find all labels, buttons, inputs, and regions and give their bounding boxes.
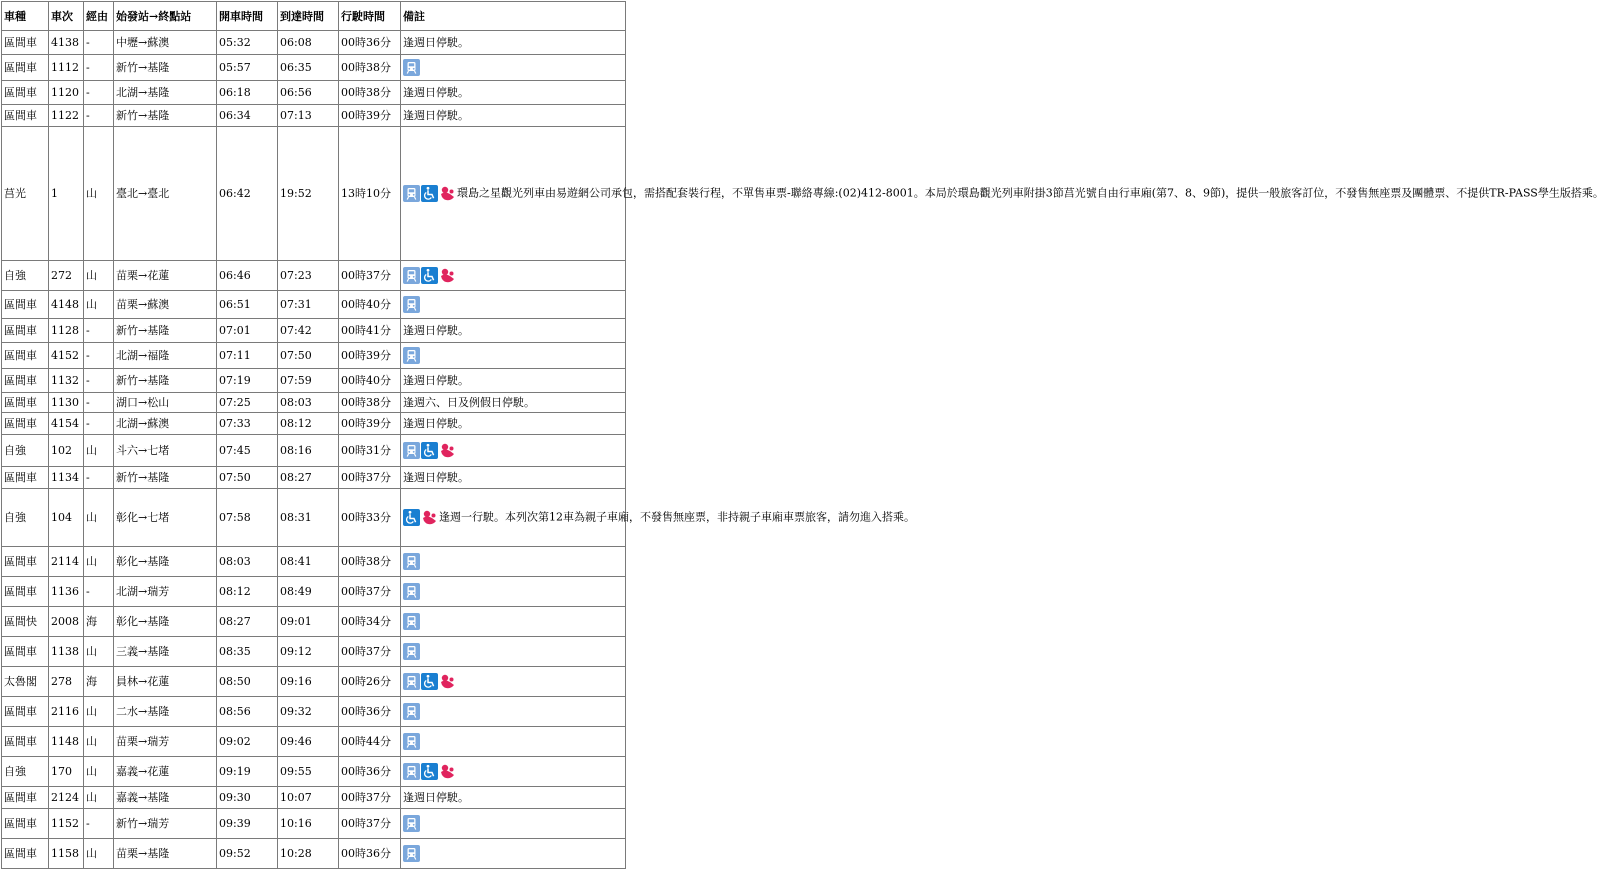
cell-duration: 00時40分: [339, 291, 401, 319]
header-route[interactable]: 始發站→終點站: [114, 2, 217, 31]
cell-route: 嘉義→基隆: [114, 787, 217, 809]
cell-note: [401, 809, 626, 839]
cell-route: 員林→花蓮: [114, 667, 217, 697]
cell-number: 1130: [49, 393, 84, 413]
cell-route: 北湖→福隆: [114, 343, 217, 369]
nursing-icon: [421, 509, 438, 526]
cell-type: 區間車: [2, 577, 49, 607]
cell-arrive: 07:13: [278, 105, 339, 127]
cell-type: 自強: [2, 757, 49, 787]
cell-depart: 06:34: [217, 105, 278, 127]
cell-arrive: 08:41: [278, 547, 339, 577]
cell-depart: 07:45: [217, 435, 278, 467]
train-icon: [403, 583, 420, 600]
cell-arrive: 09:55: [278, 757, 339, 787]
cell-route: 湖口→松山: [114, 393, 217, 413]
cell-line: 山: [84, 787, 114, 809]
cell-route: 新竹→基隆: [114, 467, 217, 489]
table-row[interactable]: [2, 787, 626, 809]
cell-type: 區間車: [2, 291, 49, 319]
cell-route: 苗栗→花蓮: [114, 261, 217, 291]
cell-note: [401, 547, 626, 577]
cell-note: [401, 127, 1604, 261]
cell-line: 山: [84, 127, 114, 261]
wheelchair-icon: [421, 185, 438, 202]
cell-depart: 09:19: [217, 757, 278, 787]
cell-line: 山: [84, 261, 114, 291]
note-text: 逢週日停駛。: [403, 109, 469, 122]
cell-note: [401, 839, 626, 869]
table-row[interactable]: [2, 343, 626, 369]
cell-line: 山: [84, 435, 114, 467]
train-icon: [403, 442, 420, 459]
cell-number: 2124: [49, 787, 84, 809]
cell-number: 1128: [49, 319, 84, 343]
note-text: 逢週日停駛。: [403, 374, 469, 387]
cell-depart: 06:46: [217, 261, 278, 291]
note-text: 逢週六、日及例假日停駛。: [403, 396, 535, 409]
cell-depart: 08:56: [217, 697, 278, 727]
cell-note: [401, 343, 626, 369]
table-row[interactable]: [2, 727, 626, 757]
table-row[interactable]: [2, 637, 626, 667]
cell-note: [401, 369, 626, 393]
cell-number: 102: [49, 435, 84, 467]
nursing-icon: [439, 673, 456, 690]
cell-type: 區間車: [2, 787, 49, 809]
table-row[interactable]: [2, 413, 626, 435]
nursing-icon: [439, 185, 456, 202]
cell-note: [401, 105, 626, 127]
table-row[interactable]: [2, 319, 626, 343]
cell-depart: 06:42: [217, 127, 278, 261]
cell-depart: 06:18: [217, 81, 278, 105]
cell-duration: 00時36分: [339, 31, 401, 55]
cell-note: [401, 81, 626, 105]
note-text: 逢週日停駛。: [403, 417, 469, 430]
table-row[interactable]: [2, 667, 626, 697]
cell-duration: 00時41分: [339, 319, 401, 343]
cell-duration: 00時37分: [339, 637, 401, 667]
cell-type: 區間車: [2, 637, 49, 667]
train-icon: [403, 733, 420, 750]
table-row[interactable]: [2, 435, 626, 467]
nursing-icon: [439, 442, 456, 459]
cell-arrive: 06:08: [278, 31, 339, 55]
cell-line: -: [84, 369, 114, 393]
cell-type: 區間車: [2, 413, 49, 435]
train-icon: [403, 763, 420, 780]
cell-arrive: 10:16: [278, 809, 339, 839]
cell-duration: 00時38分: [339, 81, 401, 105]
cell-route: 北湖→基隆: [114, 81, 217, 105]
header-note: 備註: [401, 2, 626, 31]
cell-line: 山: [84, 489, 114, 547]
cell-number: 1158: [49, 839, 84, 869]
cell-duration: 00時37分: [339, 577, 401, 607]
cell-duration: 00時34分: [339, 607, 401, 637]
cell-arrive: 07:31: [278, 291, 339, 319]
table-row[interactable]: [2, 31, 626, 55]
cell-depart: 07:50: [217, 467, 278, 489]
train-icon: [403, 347, 420, 364]
table-row[interactable]: [2, 369, 626, 393]
wheelchair-icon: [421, 442, 438, 459]
train-icon: [403, 59, 420, 76]
table-row[interactable]: [2, 393, 626, 413]
table-row[interactable]: [2, 81, 626, 105]
cell-type: 自強: [2, 261, 49, 291]
cell-number: 1136: [49, 577, 84, 607]
cell-line: -: [84, 31, 114, 55]
cell-note: [401, 393, 626, 413]
cell-line: 山: [84, 697, 114, 727]
cell-depart: 07:11: [217, 343, 278, 369]
cell-type: 區間車: [2, 105, 49, 127]
cell-depart: 07:58: [217, 489, 278, 547]
cell-arrive: 09:01: [278, 607, 339, 637]
cell-line: -: [84, 577, 114, 607]
cell-route: 苗栗→基隆: [114, 839, 217, 869]
cell-note: [401, 577, 626, 607]
cell-duration: 00時39分: [339, 105, 401, 127]
cell-route: 中壢→蘇澳: [114, 31, 217, 55]
table-row[interactable]: [2, 105, 626, 127]
cell-number: 278: [49, 667, 84, 697]
cell-depart: 06:51: [217, 291, 278, 319]
table-row[interactable]: [2, 757, 626, 787]
header-line[interactable]: 經由: [84, 2, 114, 31]
cell-note: [401, 261, 626, 291]
cell-line: 海: [84, 607, 114, 637]
cell-duration: 00時31分: [339, 435, 401, 467]
cell-depart: 08:50: [217, 667, 278, 697]
cell-duration: 00時36分: [339, 757, 401, 787]
cell-number: 1138: [49, 637, 84, 667]
cell-note: [401, 55, 626, 81]
cell-arrive: 08:12: [278, 413, 339, 435]
cell-duration: 00時37分: [339, 787, 401, 809]
cell-type: 區間快: [2, 607, 49, 637]
note-text: 逢週日停駛。: [403, 86, 469, 99]
cell-type: 區間車: [2, 343, 49, 369]
table-row[interactable]: [2, 607, 626, 637]
cell-note: [401, 757, 626, 787]
cell-arrive: 07:23: [278, 261, 339, 291]
note-text: 逢週日停駛。: [403, 791, 469, 804]
cell-arrive: 07:50: [278, 343, 339, 369]
cell-route: 嘉義→花蓮: [114, 757, 217, 787]
train-icon: [403, 553, 420, 570]
cell-note: [401, 467, 626, 489]
cell-arrive: 19:52: [278, 127, 339, 261]
cell-duration: 00時37分: [339, 467, 401, 489]
cell-duration: 00時26分: [339, 667, 401, 697]
wheelchair-icon: [403, 509, 420, 526]
cell-type: 區間車: [2, 55, 49, 81]
cell-duration: 00時36分: [339, 839, 401, 869]
cell-type: 區間車: [2, 319, 49, 343]
cell-line: 山: [84, 547, 114, 577]
cell-type: 區間車: [2, 809, 49, 839]
train-icon: [403, 185, 420, 202]
cell-line: -: [84, 55, 114, 81]
cell-line: -: [84, 413, 114, 435]
train-icon: [403, 267, 420, 284]
cell-number: 1134: [49, 467, 84, 489]
cell-route: 二水→基隆: [114, 697, 217, 727]
cell-depart: 07:33: [217, 413, 278, 435]
cell-type: 區間車: [2, 547, 49, 577]
cell-duration: 00時38分: [339, 55, 401, 81]
cell-route: 北湖→蘇澳: [114, 413, 217, 435]
cell-type: 區間車: [2, 393, 49, 413]
cell-number: 1112: [49, 55, 84, 81]
cell-arrive: 07:59: [278, 369, 339, 393]
cell-number: 4148: [49, 291, 84, 319]
cell-depart: 07:25: [217, 393, 278, 413]
cell-number: 1148: [49, 727, 84, 757]
cell-duration: 00時39分: [339, 413, 401, 435]
cell-type: 區間車: [2, 81, 49, 105]
cell-route: 彰化→基隆: [114, 607, 217, 637]
cell-line: -: [84, 809, 114, 839]
cell-number: 4138: [49, 31, 84, 55]
cell-arrive: 06:35: [278, 55, 339, 81]
cell-route: 三義→基隆: [114, 637, 217, 667]
cell-depart: 09:39: [217, 809, 278, 839]
cell-route: 北湖→瑞芳: [114, 577, 217, 607]
table-row[interactable]: [2, 261, 626, 291]
cell-depart: 07:01: [217, 319, 278, 343]
cell-line: 山: [84, 637, 114, 667]
cell-line: -: [84, 343, 114, 369]
cell-number: 1132: [49, 369, 84, 393]
wheelchair-icon: [421, 267, 438, 284]
cell-arrive: 08:31: [278, 489, 339, 547]
cell-number: 2116: [49, 697, 84, 727]
cell-route: 斗六→七堵: [114, 435, 217, 467]
cell-arrive: 09:32: [278, 697, 339, 727]
table-row[interactable]: [2, 697, 626, 727]
cell-route: 新竹→基隆: [114, 105, 217, 127]
cell-depart: 09:52: [217, 839, 278, 869]
cell-type: 區間車: [2, 697, 49, 727]
cell-note: [401, 607, 626, 637]
cell-duration: 00時44分: [339, 727, 401, 757]
cell-note: [401, 727, 626, 757]
header-duration[interactable]: 行駛時間: [339, 2, 401, 31]
cell-number: 1122: [49, 105, 84, 127]
note-text: 逢週日停駛。: [403, 324, 469, 337]
cell-route: 新竹→基隆: [114, 319, 217, 343]
header-arrive[interactable]: 到達時間: [278, 2, 339, 31]
cell-route: 苗栗→瑞芳: [114, 727, 217, 757]
note-text: 環島之星觀光列車由易遊網公司承包，需搭配套裝行程，不單售車票-聯絡專線:(02)412-8001。本局於環島觀光列車附掛3節莒光號自由行車廂(第7、8、9節)，提供一般旅客訂位，不發售無座票及團體票、不提供TR-PASS學生版搭乘。: [457, 186, 1604, 200]
cell-number: 272: [49, 261, 84, 291]
cell-depart: 08:35: [217, 637, 278, 667]
header-depart[interactable]: 開車時間: [217, 2, 278, 31]
cell-route: 新竹→瑞芳: [114, 809, 217, 839]
cell-duration: 00時33分: [339, 489, 401, 547]
cell-depart: 09:30: [217, 787, 278, 809]
train-icon: [403, 673, 420, 690]
table-row[interactable]: [2, 489, 626, 547]
cell-route: 苗栗→蘇澳: [114, 291, 217, 319]
cell-route: 彰化→基隆: [114, 547, 217, 577]
cell-note: [401, 413, 626, 435]
cell-duration: 00時36分: [339, 697, 401, 727]
cell-line: 山: [84, 839, 114, 869]
cell-duration: 00時39分: [339, 343, 401, 369]
cell-number: 2114: [49, 547, 84, 577]
train-icon: [403, 643, 420, 660]
header-number[interactable]: 車次: [49, 2, 84, 31]
cell-number: 4152: [49, 343, 84, 369]
cell-duration: 13時10分: [339, 127, 401, 261]
cell-duration: 00時38分: [339, 393, 401, 413]
cell-arrive: 09:46: [278, 727, 339, 757]
cell-number: 104: [49, 489, 84, 547]
cell-number: 4154: [49, 413, 84, 435]
cell-depart: 05:57: [217, 55, 278, 81]
cell-line: 海: [84, 667, 114, 697]
cell-line: 山: [84, 291, 114, 319]
nursing-icon: [439, 267, 456, 284]
cell-type: 莒光: [2, 127, 49, 261]
cell-note: [401, 435, 626, 467]
cell-line: -: [84, 393, 114, 413]
cell-note: [401, 319, 626, 343]
cell-number: 170: [49, 757, 84, 787]
table-row[interactable]: [2, 809, 626, 839]
cell-arrive: 08:03: [278, 393, 339, 413]
cell-line: 山: [84, 757, 114, 787]
cell-arrive: 10:07: [278, 787, 339, 809]
cell-duration: 00時37分: [339, 809, 401, 839]
cell-arrive: 09:12: [278, 637, 339, 667]
cell-arrive: 08:27: [278, 467, 339, 489]
cell-note: [401, 31, 626, 55]
cell-line: -: [84, 319, 114, 343]
cell-type: 自強: [2, 489, 49, 547]
cell-duration: 00時40分: [339, 369, 401, 393]
nursing-icon: [439, 763, 456, 780]
header-row: [2, 2, 626, 31]
timetable: [1, 1, 1604, 869]
wheelchair-icon: [421, 673, 438, 690]
cell-note: [401, 489, 915, 547]
cell-route: 彰化→七堵: [114, 489, 217, 547]
train-icon: [403, 845, 420, 862]
table-row[interactable]: [2, 839, 626, 869]
cell-number: 2008: [49, 607, 84, 637]
train-icon: [403, 296, 420, 313]
cell-line: -: [84, 105, 114, 127]
cell-arrive: 06:56: [278, 81, 339, 105]
cell-arrive: 08:16: [278, 435, 339, 467]
cell-note: [401, 787, 626, 809]
cell-duration: 00時38分: [339, 547, 401, 577]
train-icon: [403, 613, 420, 630]
cell-route: 新竹→基隆: [114, 55, 217, 81]
cell-number: 1: [49, 127, 84, 261]
train-icon: [403, 815, 420, 832]
cell-depart: 07:19: [217, 369, 278, 393]
cell-note: [401, 637, 626, 667]
cell-type: 太魯閣: [2, 667, 49, 697]
cell-depart: 09:02: [217, 727, 278, 757]
cell-arrive: 07:42: [278, 319, 339, 343]
cell-line: -: [84, 467, 114, 489]
wheelchair-icon: [421, 763, 438, 780]
cell-type: 區間車: [2, 31, 49, 55]
cell-type: 區間車: [2, 467, 49, 489]
table-row[interactable]: [2, 55, 626, 81]
train-icon: [403, 703, 420, 720]
cell-number: 1120: [49, 81, 84, 105]
cell-depart: 05:32: [217, 31, 278, 55]
cell-note: [401, 291, 626, 319]
note-text: 逢週一行駛。本列次第12車為親子車廂，不發售無座票，非持親子車廂車票旅客，請勿進入搭乘。: [439, 510, 915, 524]
cell-type: 區間車: [2, 369, 49, 393]
cell-route: 臺北→臺北: [114, 127, 217, 261]
cell-arrive: 09:16: [278, 667, 339, 697]
table-row[interactable]: [2, 577, 626, 607]
cell-line: -: [84, 81, 114, 105]
table-row[interactable]: [2, 547, 626, 577]
cell-route: 新竹→基隆: [114, 369, 217, 393]
cell-depart: 08:12: [217, 577, 278, 607]
cell-depart: 08:27: [217, 607, 278, 637]
cell-arrive: 08:49: [278, 577, 339, 607]
table-row[interactable]: [2, 291, 626, 319]
header-type[interactable]: 車種: [2, 2, 49, 31]
note-text: 逢週日停駛。: [403, 471, 469, 484]
cell-note: [401, 697, 626, 727]
note-text: 逢週日停駛。: [403, 36, 469, 49]
cell-duration: 00時37分: [339, 261, 401, 291]
cell-line: 山: [84, 727, 114, 757]
cell-type: 區間車: [2, 839, 49, 869]
cell-type: 區間車: [2, 727, 49, 757]
cell-note: [401, 667, 626, 697]
cell-type: 自強: [2, 435, 49, 467]
table-row[interactable]: [2, 467, 626, 489]
cell-arrive: 10:28: [278, 839, 339, 869]
cell-number: 1152: [49, 809, 84, 839]
cell-depart: 08:03: [217, 547, 278, 577]
table-row[interactable]: [2, 127, 626, 261]
